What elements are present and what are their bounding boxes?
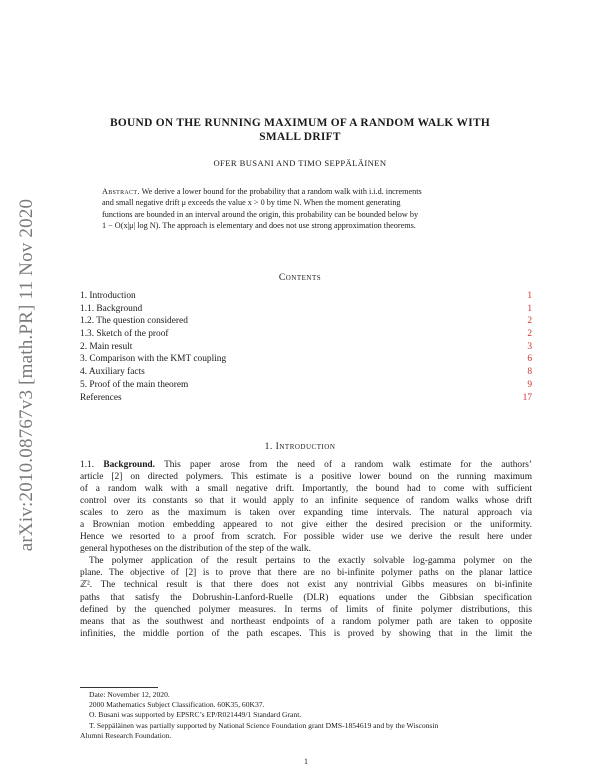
paragraph-line: Hence we resorted to a proof from scratch. For possible wider use we derive the result here under — [80, 532, 532, 543]
toc-page-link[interactable]: 2 — [527, 316, 532, 327]
toc-item-label: 1. Introduction — [80, 291, 136, 301]
toc-item-label: 3. Comparison with the KMT coupling — [80, 354, 227, 365]
paragraph-line: means that as the southwest and northeast endpoints of a random polymer path are taken to opposite — [80, 616, 532, 627]
authors: OFER BUSANI AND TIMO SEPPÄLÄINEN — [213, 158, 387, 168]
abstract-line: We derive a lower bound for the probability that a random walk with i.i.d. increments — [141, 187, 422, 196]
paragraph-line: general hypotheses on the distribution of the step of the walk. — [80, 544, 311, 555]
toc-item-label: 2. Main result — [80, 341, 133, 352]
abstract-line: functions are bounded in an interval around the origin, this probability can be bounded below by — [102, 209, 419, 219]
toc-item-label: 5. Proof of the main theorem — [80, 379, 189, 390]
abstract-label: Abstract. — [102, 187, 140, 196]
paper-title — [80, 116, 520, 144]
toc-page-link[interactable]: 8 — [527, 367, 532, 378]
toc-page-link[interactable]: 6 — [527, 354, 532, 365]
subsection-number: 1.1. — [80, 460, 95, 470]
paragraph-line: ℤ². The technical result is that there does not exist any nontrivial Gibbs measures on bi-infinite — [80, 580, 532, 591]
toc-item-sketch[interactable] — [80, 328, 532, 341]
toc-page-link[interactable]: 1 — [527, 291, 532, 301]
toc-page-link[interactable]: 3 — [527, 341, 532, 352]
arxiv-stamp-text: arXiv:2010.08767v3 [math.PR] 11 Nov 2020 — [16, 198, 37, 552]
toc-item-references[interactable] — [80, 392, 532, 405]
abstract — [102, 186, 498, 232]
toc-item-background[interactable] — [80, 303, 532, 316]
abstract-line: 1 − O(x|μ| log N). The approach is elementary and does not use strong approximation theorems. — [102, 221, 416, 231]
toc-item-proof[interactable] — [80, 379, 532, 392]
paragraph-line — [80, 459, 532, 471]
paragraph-line: scales to zero as the maximum is taken over expanding time intervals. The natural approach via — [80, 508, 532, 519]
paragraph-line: control over its constants so that it would apply to an infinite sequence of random walks whose drift — [80, 496, 532, 507]
paragraph-line: infinities, the middle portion of the path escapes. This is proved by showing that in the limit the — [80, 628, 532, 639]
footnote-grant-seppalainen-cont: Alumni Research Foundation. — [80, 730, 172, 740]
abstract-line: and small negative drift μ exceeds the value x > 0 by time N. When the moment generating — [102, 198, 401, 208]
paragraph-text: This paper arose from the need of a random walk estimate for the authors’ — [164, 460, 532, 470]
toc-item-label: 1.2. The question considered — [80, 316, 188, 327]
arxiv-stamp — [12, 175, 42, 575]
table-of-contents — [80, 290, 532, 404]
paragraph-line: plane. The objective of [2] is to prove that there are no bi-infinite polymer paths on the planar lattice — [80, 568, 532, 579]
footnote-msc: 2000 Mathematics Subject Classification. 60K35, 60K37. — [89, 700, 265, 710]
toc-item-auxiliary[interactable] — [80, 366, 532, 379]
paragraph-line: defined by the quenched polymer measures. In terms of limits of finite polymer distributions, this — [80, 604, 532, 615]
footnote-date: Date: November 12, 2020. — [89, 690, 170, 699]
toc-page-link[interactable]: 2 — [527, 329, 532, 340]
toc-item-label: References — [80, 392, 122, 403]
toc-item-introduction[interactable] — [80, 290, 532, 303]
toc-item-question[interactable] — [80, 315, 532, 328]
paragraph-line: of a random walk with a small negative drift. Importantly, the bound had to come with sufficient — [80, 484, 532, 495]
footnote-grant-seppalainen: T. Seppäläinen was partially supported by National Science Foundation grant DMS-1854619 and by the Wisconsin — [89, 720, 439, 730]
toc-item-main-result[interactable] — [80, 341, 532, 354]
toc-page-link[interactable]: 17 — [522, 392, 532, 403]
page-number: 1 — [304, 757, 308, 766]
toc-item-label: 1.1. Background — [80, 303, 143, 314]
toc-page-link[interactable]: 1 — [527, 303, 532, 314]
paragraph-line: paths that satisfy the Dobrushin-Lanford-Ruelle (DLR) equations under the Gibbsian specification — [80, 592, 532, 603]
paragraph-line: a Brownian motion embedding appeared to not give either the desired precision or the uniformity. — [80, 520, 532, 531]
toc-item-label: 1.3. Sketch of the proof — [80, 329, 169, 340]
toc-page-link[interactable]: 9 — [527, 379, 532, 390]
toc-item-kmt[interactable] — [80, 353, 532, 366]
title-line-2: SMALL DRIFT — [259, 131, 341, 143]
footnotes — [80, 690, 532, 741]
section-heading: 1. Introduction — [264, 441, 336, 452]
contents-heading: Contents — [278, 272, 322, 283]
paragraph-line: The polymer application of the result pertains to the exactly solvable log-gamma polymer on the — [89, 556, 532, 567]
toc-item-label: 4. Auxiliary facts — [80, 367, 145, 378]
title-line-1: BOUND ON THE RUNNING MAXIMUM OF A RANDOM WALK WITH — [109, 117, 491, 129]
body-text — [80, 459, 532, 640]
paragraph-line: article [2] on directed polymers. This estimate is a positive lower bound on the running maximum — [80, 472, 532, 483]
footnote-rule — [80, 687, 158, 688]
footnote-grant-busani: O. Busani was supported by EPSRC’s EP/R021449/1 Standard Grant. — [89, 710, 302, 720]
subsection-title: Background. — [103, 460, 155, 470]
